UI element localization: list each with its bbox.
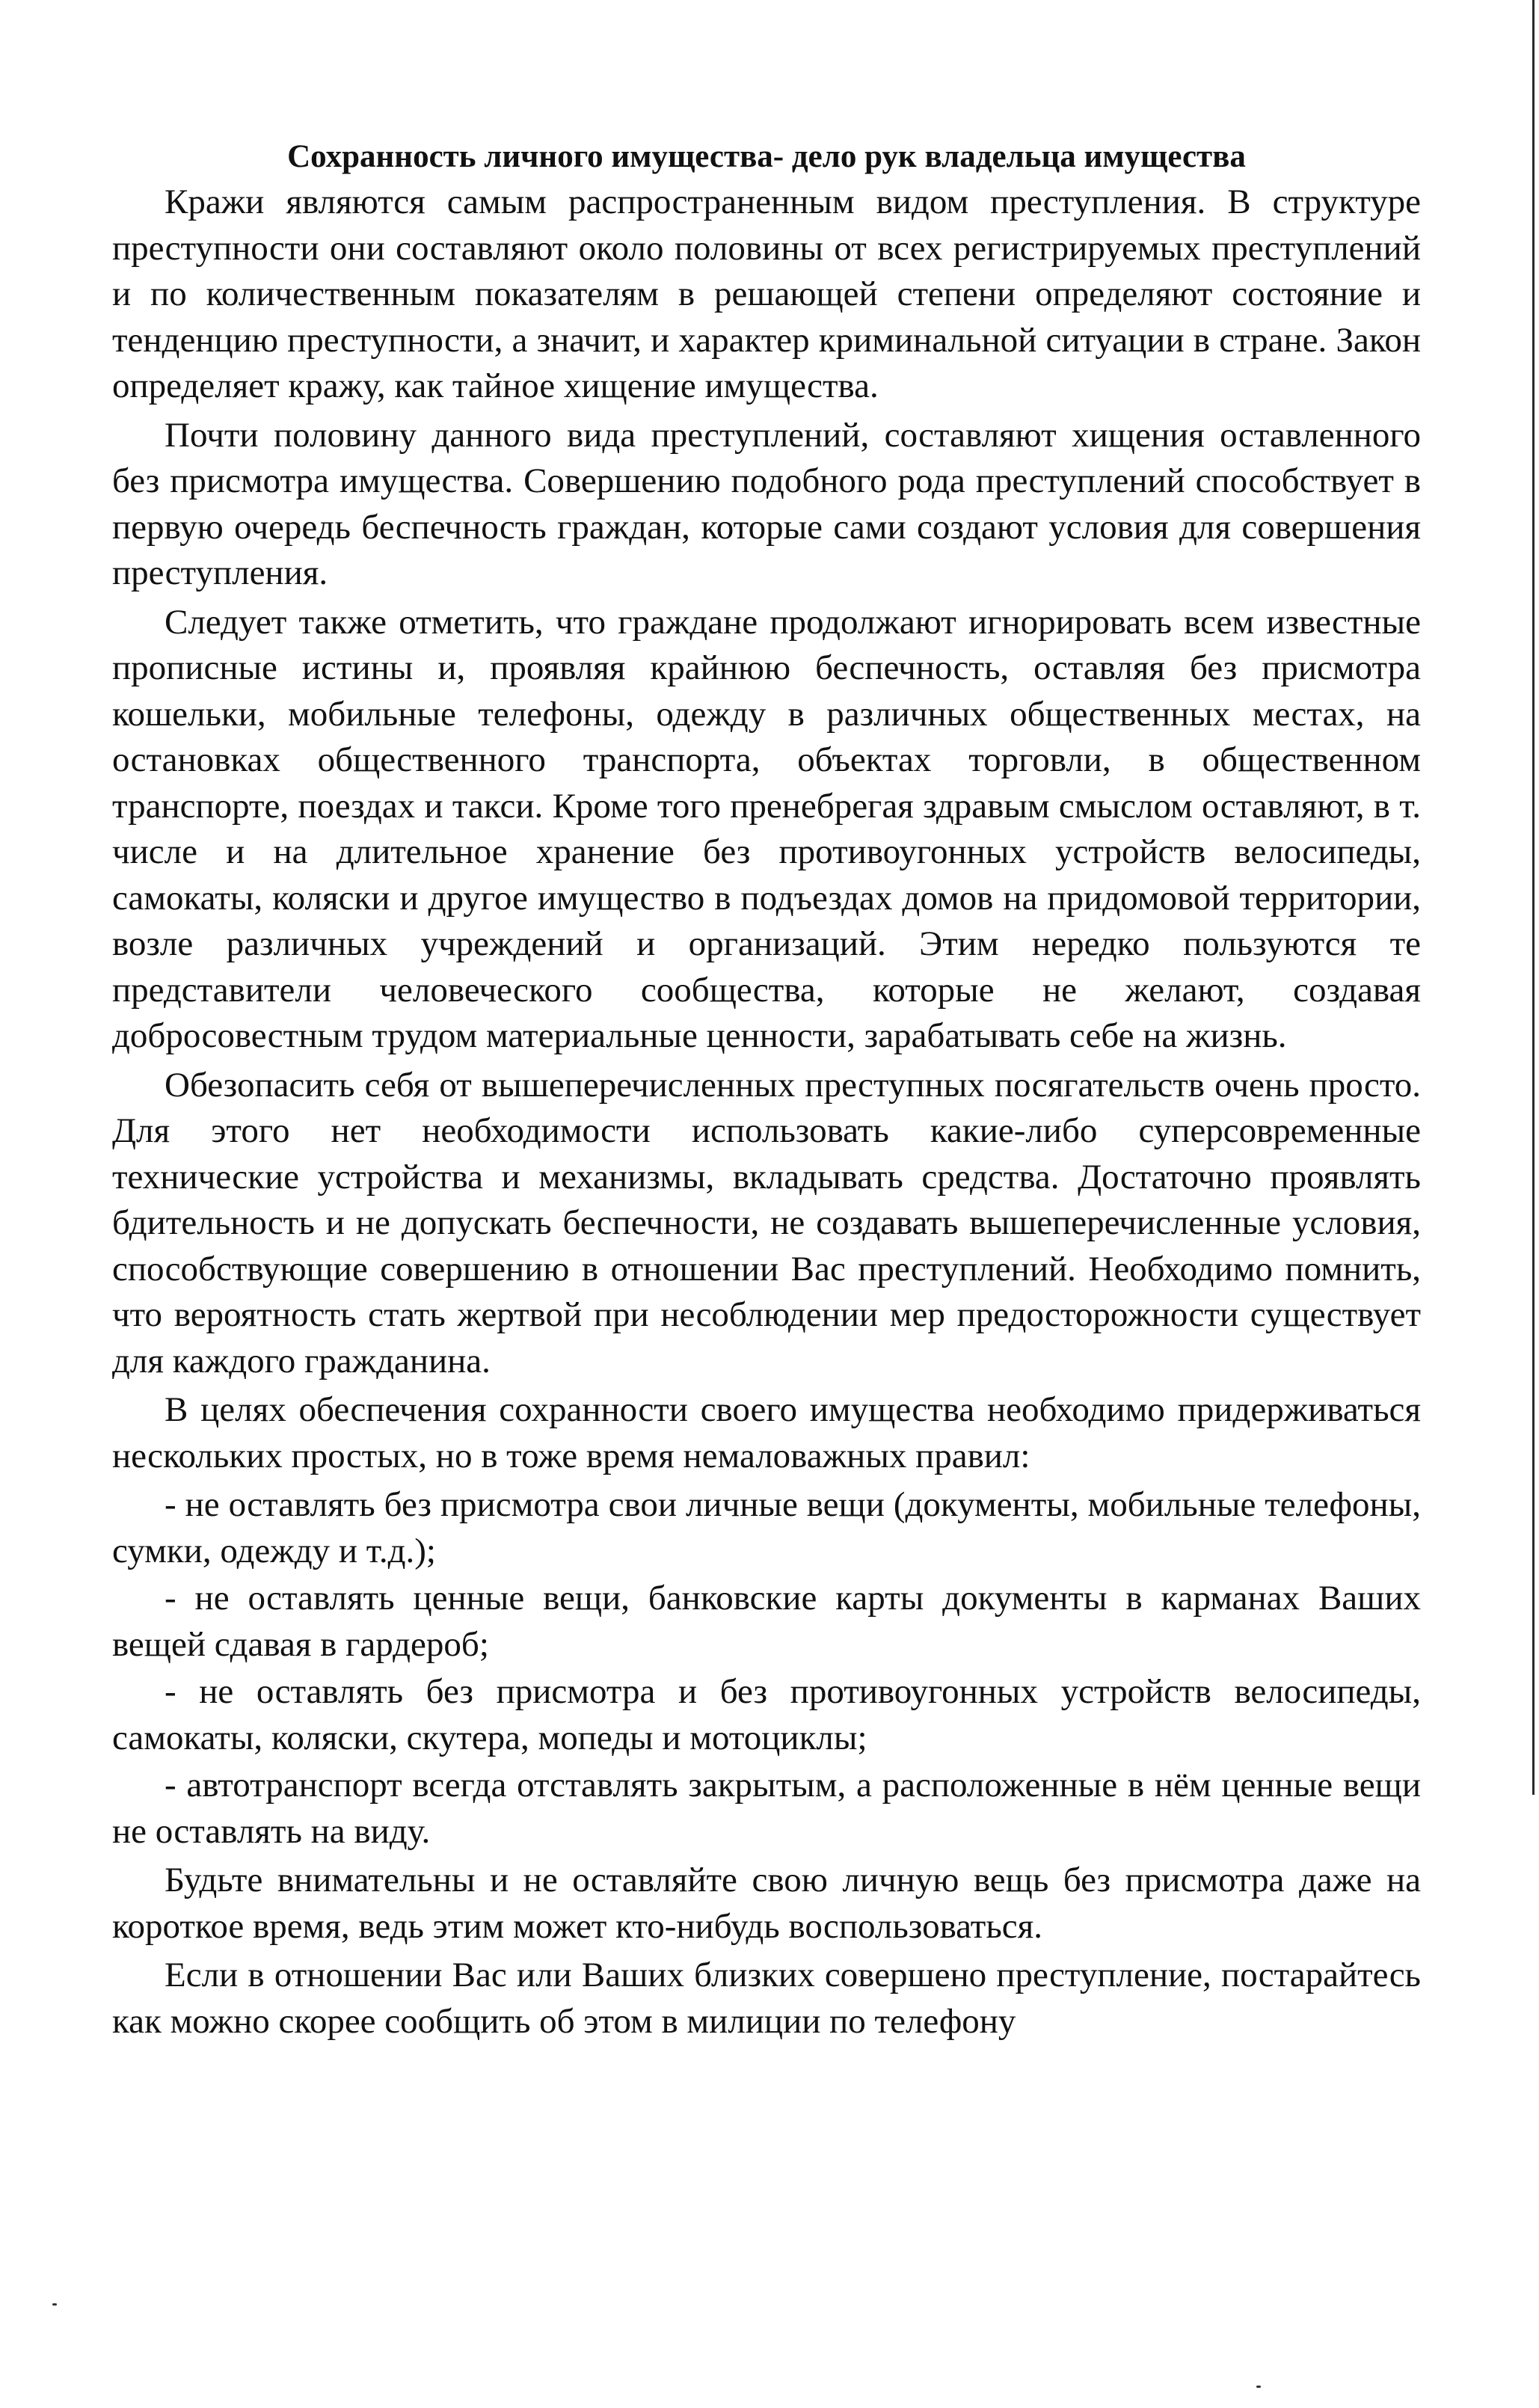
list-item: - автотранспорт всегда отставлять закрытым, а расположенные в нём ценные вещи не оставлять на виду. [112, 1766, 1421, 1851]
paragraph-carelessness: Следует также отметить, что граждане продолжают игнорировать всем известные прописные истины и, проявляя крайнюю беспечность, оставляя без присмотра кошельки, мобильные телефоны, одежду в различных общественных местах, на остановках общественного транспорта, объектах торговли, в общественном транспорте, поездах и такси. Кроме того пренебрегая здравым смыслом оставляют, в т. числе и на длительное хранение без противоугонных устройств велосипеды, самокаты, коляски и другое имущество в подъездах домов на придомовой территории, возле различных учреждений и организаций. Этим нередко пользуются те представители человеческого сообщества, которые не желают, создавая добросовестным трудом материальные ценности, зарабатывать себе на жизнь. [112, 602, 1421, 1055]
paragraph-rules-intro: В целях обеспечения сохранности своего имущества необходимо придерживаться нескольких простых, но в тоже время немаловажных правил: [112, 1390, 1421, 1475]
document-title: Сохранность личного имущества- дело рук владельца имущества [287, 139, 1246, 174]
document-page [112, 135, 1421, 2045]
list-item: - не оставлять без присмотра и без противоугонных устройств велосипеды, самокаты, коляски, скутера, мопеды и мотоциклы; [112, 1672, 1421, 1757]
scan-speck [1256, 2386, 1261, 2388]
list-item: - не оставлять ценные вещи, банковские карты документы в карманах Ваших вещей сдавая в гардероб; [112, 1579, 1421, 1664]
paragraph-thefts-intro: Кражи являются самым распространенным видом преступления. В структуре преступности они составляют около половины от всех регистрируемых преступлений и по количественным показателям в решающей степени определяют состояние и тенденцию преступности, а значит, и характер криминальной ситуации в стране. Закон определяет кражу, как тайное хищение имущества. [112, 182, 1421, 405]
scan-speck [52, 2303, 57, 2306]
list-item: - не оставлять без присмотра свои личные вещи (документы, мобильные телефоны, сумки, одежду и т.д.); [112, 1485, 1421, 1570]
paragraph-protect-yourself: Обезопасить себя от вышеперечисленных преступных посягательств очень просто. Для этого нет необходимости использовать какие-либо суперсовременные технические устройства и механизмы, вкладывать средства. Достаточно проявлять бдительность и не допускать беспечности, не создавать вышеперечисленные условия, способствующие совершению в отношении Вас преступлений. Необходимо помнить, что вероятность стать жертвой при несоблюдении мер предосторожности существует для каждого гражданина. [112, 1065, 1421, 1380]
scan-edge-line [1532, 0, 1535, 1795]
paragraph-unattended-property: Почти половину данного вида преступлений, составляют хищения оставленного без присмотра имущества. Совершению подобного рода преступлений способствует в первую очередь беспечность граждан, которые сами создают условия для совершения преступления. [112, 415, 1421, 592]
paragraph-be-attentive: Будьте внимательны и не оставляйте свою личную вещь без присмотра даже на короткое время, ведь этим может кто-нибудь воспользоваться. [112, 1861, 1421, 1946]
paragraph-report-crime: Если в отношении Вас или Ваших близких совершено преступление, постарайтесь как можно скорее сообщить об этом в милиции по телефону [112, 1956, 1421, 2041]
